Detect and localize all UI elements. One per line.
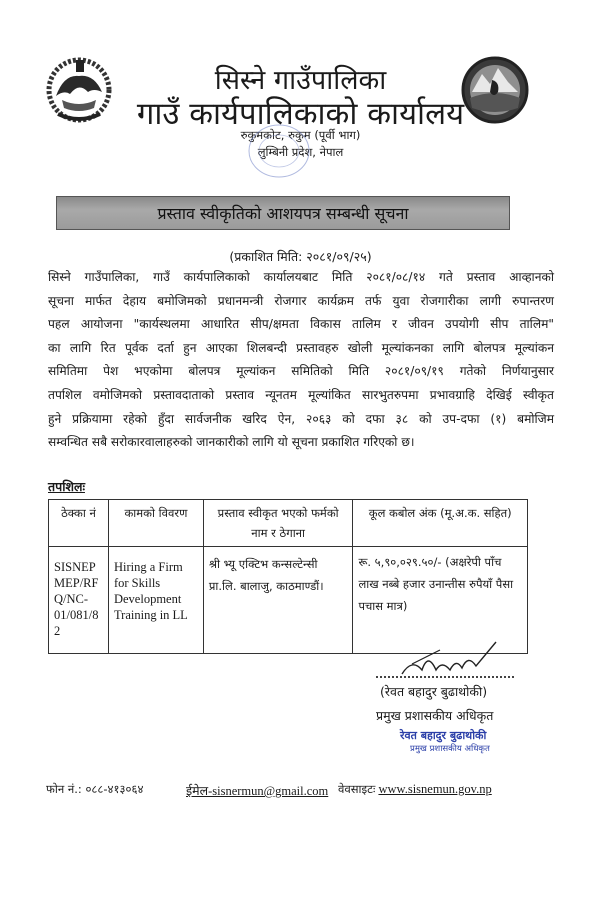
table-row <box>49 547 528 654</box>
header-description: कामको विवरण <box>108 500 203 547</box>
notice-title: प्रस्ताव स्वीकृतिको आशयपत्र सम्बन्धी सूचना <box>157 204 409 223</box>
body-line: सूचना मार्फत देहाय बमोजिमको प्रधानमन्त्री रोजगार कार्यक्रम तर्फ युवा रोजगारीका लागी रुपान्तरण <box>48 293 554 308</box>
notice-body <box>48 266 554 455</box>
footer-phone: फोन नं.: ०८८-४१३०६४ <box>46 782 144 796</box>
body-line: तपशिल वमोजिमको प्रस्तावदाताको प्रस्ताव न्यूनतम मूल्यांकित सारभुतरुपमा प्रभावग्राहि देखिई स्वीकृत <box>48 387 554 402</box>
signature-line <box>376 676 514 678</box>
cell-firm: श्री भ्यू एक्टिभ कन्सल्टेन्सी प्रा.लि. बालाजु, काठमाण्डौं। <box>203 547 353 654</box>
header-firm: प्रस्ताव स्वीकृत भएको फर्मको नाम र ठेगाना <box>203 500 353 547</box>
website-label: वेवसाइटः <box>338 782 376 796</box>
website-link[interactable]: www.sisnemun.gov.np <box>378 782 492 796</box>
stamp-name: रेवत बहादुर बुढाथोकी <box>400 729 487 742</box>
tender-table <box>48 499 528 654</box>
body-line: समितिमा पेश भएकोमा बोलपत्र मूल्यांकन समितिको मिति २०८१/०९/१९ गतेको निर्णयानुसार <box>48 364 554 379</box>
cell-amount: रू. ५,९०,०२९.५०/- (अक्षरेपी पाँच लाख नब्बे हजार उनान्तीस रुपैयाँ पैसा पचास मात्र) <box>353 547 528 654</box>
cell-description: Hiring a Firm for Skills Development Training in LL <box>108 547 203 654</box>
cell-contract-no: SISNEP MEP/RF Q/NC- 01/081/8 2 <box>49 547 109 654</box>
body-line: हुने प्रक्रियामा रहेको हुँदा सार्वजनीक खरिद ऐन, २०६३ को दफा ३८ को उप-दफा (१) बमोजिम <box>48 411 554 426</box>
municipality-name: सिस्ने गाउँपालिका <box>214 65 387 96</box>
office-stamp-icon <box>244 118 314 184</box>
body-line: पहल आयोजना "कार्यस्थलमा आधारित सीप/क्षमता विकास तालिम र जीवन उपयोगी सीप तालिम" <box>48 317 554 332</box>
address-line-2: लुम्बिनी प्रदेश, नेपाल <box>257 145 344 159</box>
stamp-title: प्रमुख प्रशासकीय अधिकृत <box>410 744 490 754</box>
body-line: सिस्ने गाउँपालिका, गाउँ कार्यपालिकाको कार्यालयबाट मिति २०८१/०८/१४ गते प्रस्ताव आव्हानको <box>48 270 554 284</box>
municipality-logo-icon <box>460 52 530 130</box>
body-line: सम्वन्धित सबै सरोकारवालाहरुको जानकारीको लागि यो सूचना प्रकाशित गरिएको छ। <box>48 435 415 450</box>
office-name: गाउँ कार्यपालिकाको कार्यालय <box>136 96 465 132</box>
schedule-label: तपशिलः <box>48 479 85 494</box>
footer-website <box>338 782 492 797</box>
address-line-1: रुकुमकोट, रुकुम (पूर्वी भाग) <box>240 128 361 142</box>
table-header-row <box>49 500 528 547</box>
signatory-title: प्रमुख प्रशासकीय अधिकृत <box>376 708 494 723</box>
published-date: (प्रकाशित मिति: २०८१/०९/२५) <box>229 249 372 264</box>
header-amount: कूल कबोल अंक (मू.अ.क. सहित) <box>353 500 528 547</box>
notice-title-banner <box>56 196 510 230</box>
signatory-name: (रेवत बहादुर बुढाथोकी) <box>380 684 488 699</box>
body-line: का लागि रित पूर्वक दर्ता हुन आएका शिलबन्दी प्रस्तावहरु खोली मूल्यांकनका लागि बोलपत्र मूल्यांकन <box>48 340 554 355</box>
header-contract-no: ठेक्का नं <box>49 500 109 547</box>
footer-email-link[interactable]: ईमेल-sisnermun@gmail.com <box>186 784 329 798</box>
